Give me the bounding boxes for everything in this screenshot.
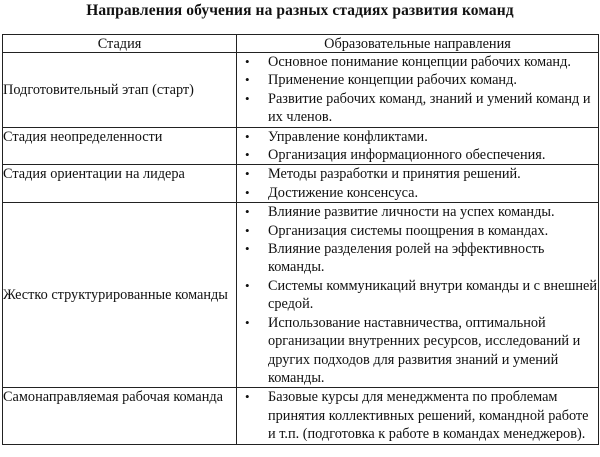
list-item <box>237 90 598 127</box>
bullet-icon: • <box>245 389 250 405</box>
table-row <box>3 165 599 203</box>
document-title: Направления обучения на разных стадиях развития команд <box>86 2 514 19</box>
list-item-text: Базовые курсы для менеджмента по проблемам принятия коллективных решений, командной работе и т.п. (подготовка к работе в командах менеджеров). <box>268 389 589 443</box>
bullet-icon: • <box>245 128 250 144</box>
directions-cell <box>237 203 599 388</box>
stage-cell: Стадия ориентации на лидера <box>3 165 237 203</box>
bullet-icon: • <box>245 241 250 257</box>
bullet-icon: • <box>245 166 250 182</box>
stage-cell: Подготовительный этап (старт) <box>3 53 237 128</box>
list-item-text: Методы разработки и принятия решений. <box>268 166 521 183</box>
list-item-text: Организация информационного обеспечения. <box>268 147 546 164</box>
stage-cell: Самонаправляемая рабочая команда <box>3 388 237 444</box>
stages-table <box>2 34 599 445</box>
list-item <box>237 71 598 89</box>
bullet-icon: • <box>245 204 250 220</box>
table-row <box>3 53 599 128</box>
directions-cell <box>237 53 599 128</box>
bullet-icon: • <box>245 277 250 293</box>
table-header-row <box>3 35 599 53</box>
list-item-text: Развитие рабочих команд, знаний и умений команд и их членов. <box>268 90 591 126</box>
list-item <box>237 314 598 388</box>
stage-cell: Жестко структурированные команды <box>3 203 237 388</box>
list-item <box>237 128 598 146</box>
directions-list <box>237 388 598 443</box>
list-item <box>237 222 598 240</box>
directions-list <box>237 128 598 165</box>
list-item-text: Использование наставничества, оптимальной организации внутренних ресурсов, исследований и других подходов для развития знаний и умений команды. <box>268 314 581 386</box>
list-item-text: Достижение консенсуса. <box>268 184 419 201</box>
bullet-icon: • <box>245 72 250 88</box>
list-item-text: Влияние разделения ролей на эффективность команды. <box>268 241 545 276</box>
list-item <box>237 388 598 443</box>
list-item-text: Влияние развитие личности на успех команды. <box>268 204 555 221</box>
directions-list <box>237 165 598 202</box>
list-item <box>237 240 598 277</box>
list-item-text: Системы коммуникаций внутри команды и с внешней средой. <box>268 277 597 313</box>
list-item <box>237 277 598 314</box>
list-item-text: Основное понимание концепции рабочих команд. <box>268 54 571 70</box>
bullet-icon: • <box>245 222 250 238</box>
header-stage: Стадия <box>3 35 237 53</box>
directions-cell <box>237 127 599 165</box>
stage-cell: Стадия неопределенности <box>3 127 237 165</box>
list-item-text: Применение концепции рабочих команд. <box>268 72 517 89</box>
bullet-icon: • <box>245 147 250 163</box>
directions-list <box>237 203 598 387</box>
header-directions: Образовательные направления <box>237 35 599 53</box>
directions-cell <box>237 165 599 203</box>
directions-cell <box>237 388 599 444</box>
bullet-icon: • <box>245 314 250 330</box>
table-row <box>3 127 599 165</box>
list-item <box>237 203 598 221</box>
list-item <box>237 146 598 164</box>
table-row <box>3 388 599 444</box>
table-row <box>3 203 599 388</box>
list-item <box>237 165 598 183</box>
list-item-text: Управление конфликтами. <box>268 128 428 145</box>
bullet-icon: • <box>245 90 250 106</box>
bullet-icon: • <box>245 54 250 69</box>
list-item <box>237 53 598 71</box>
list-item <box>237 184 598 202</box>
directions-list <box>237 53 598 127</box>
list-item-text: Организация системы поощрения в командах. <box>268 222 549 239</box>
bullet-icon: • <box>245 184 250 200</box>
